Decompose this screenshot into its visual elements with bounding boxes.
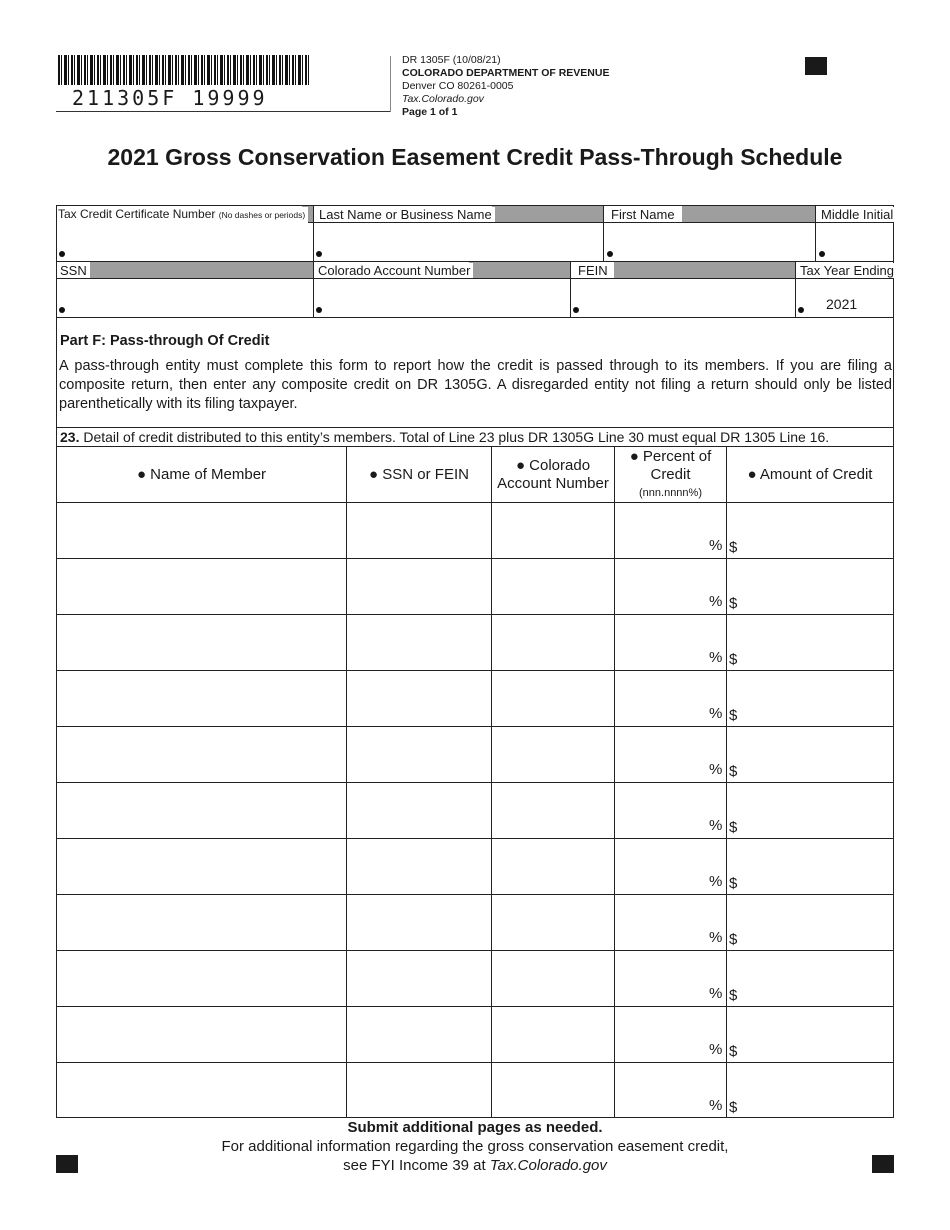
department-name: COLORADO DEPARTMENT OF REVENUE xyxy=(402,67,610,79)
dollar-symbol: $ xyxy=(729,763,738,780)
barcode-number: 211305F 19999 xyxy=(72,86,268,110)
member-name-input[interactable] xyxy=(57,783,346,837)
member-name-input[interactable] xyxy=(57,895,346,949)
submit-note: Submit additional pages as needed. xyxy=(347,1119,603,1136)
header-amount xyxy=(727,447,893,502)
required-dot xyxy=(316,307,322,313)
barcode-underline xyxy=(56,111,391,112)
percent-symbol: % xyxy=(709,929,723,946)
ssn-fein-input[interactable] xyxy=(347,671,491,725)
last-name-label: Last Name or Business Name xyxy=(316,207,495,222)
amount-of-credit-input[interactable] xyxy=(727,1007,893,1061)
cert-number-input[interactable] xyxy=(57,223,312,260)
amount-of-credit-input[interactable] xyxy=(727,559,893,613)
percent-symbol: % xyxy=(709,705,723,722)
tax-year-label: Tax Year Ending xyxy=(797,263,897,278)
ssn-fein-input[interactable] xyxy=(347,1007,491,1061)
member-name-input[interactable] xyxy=(57,839,346,893)
member-name-input[interactable] xyxy=(57,1063,346,1117)
first-name-input[interactable] xyxy=(604,223,814,260)
amount-of-credit-input[interactable] xyxy=(727,503,893,557)
required-dot xyxy=(573,307,579,313)
required-dot xyxy=(316,251,322,257)
co-account-number-input[interactable] xyxy=(492,671,614,725)
amount-of-credit-input[interactable] xyxy=(727,839,893,893)
form-title: 2021 Gross Conservation Easement Credit Pass-Through Schedule xyxy=(107,144,843,170)
ssn-fein-input[interactable] xyxy=(347,783,491,837)
co-account-number-input[interactable] xyxy=(492,951,614,1005)
co-account-number-input[interactable] xyxy=(492,783,614,837)
dollar-symbol: $ xyxy=(729,539,738,556)
ssn-fein-input[interactable] xyxy=(347,559,491,613)
header-name-of-member xyxy=(57,447,346,502)
info-line-1: For additional information regarding the gross conservation easement credit, xyxy=(221,1138,729,1155)
percent-symbol: % xyxy=(709,873,723,890)
amount-of-credit-input[interactable] xyxy=(727,951,893,1005)
header-percent-note: (nnn.nnnn%) xyxy=(639,486,702,499)
shade xyxy=(492,206,603,222)
header-divider xyxy=(390,56,391,112)
member-name-input[interactable] xyxy=(57,951,346,1005)
line-23-text xyxy=(60,429,829,445)
member-name-input[interactable] xyxy=(57,727,346,781)
registration-mark-top-right xyxy=(805,57,827,75)
dollar-symbol: $ xyxy=(729,819,738,836)
header-co-account xyxy=(492,447,614,502)
co-account-number-input[interactable] xyxy=(492,503,614,557)
line-23-description: Detail of credit distributed to this entity’s members. Total of Line 23 plus DR 1305G Line 30 must equal DR 1305 Line 16. xyxy=(83,429,830,445)
required-dot xyxy=(607,251,613,257)
last-name-input[interactable] xyxy=(314,223,602,260)
header-percent xyxy=(615,447,726,502)
barcode-image xyxy=(58,55,310,85)
required-dot xyxy=(59,307,65,313)
co-account-input[interactable] xyxy=(314,279,569,317)
header-percent-text-1: Percent of xyxy=(642,447,712,465)
co-account-number-input[interactable] xyxy=(492,559,614,613)
cert-number-note: (No dashes or periods) xyxy=(218,210,306,220)
required-dot xyxy=(59,251,65,257)
header-name-text: Name of Member xyxy=(150,465,267,483)
bullet-icon: ● xyxy=(629,447,639,465)
shade xyxy=(90,262,313,278)
percent-symbol: % xyxy=(709,537,723,554)
member-name-input[interactable] xyxy=(57,503,346,557)
dollar-symbol: $ xyxy=(729,1043,738,1060)
fein-label: FEIN xyxy=(575,263,611,278)
ssn-label: SSN xyxy=(57,263,90,278)
amount-of-credit-input[interactable] xyxy=(727,1063,893,1117)
shade xyxy=(469,262,571,278)
middle-initial-input[interactable] xyxy=(816,223,893,260)
amount-of-credit-input[interactable] xyxy=(727,671,893,725)
percent-symbol: % xyxy=(709,817,723,834)
percent-symbol: % xyxy=(709,985,723,1002)
ssn-fein-input[interactable] xyxy=(347,727,491,781)
section-left-border xyxy=(56,318,57,428)
required-dot xyxy=(798,307,804,313)
bullet-icon: ● xyxy=(515,456,525,474)
part-f-instructions: A pass-through entity must complete this form to report how the credit is passed through to its members. If you are filing a composite return, then enter any composite credit on DR 1305G. A disregarded entity not filing a return should only be listed parenthetically with its filing taxpayer. xyxy=(59,358,892,412)
header-percent-text-2: Credit xyxy=(650,465,691,483)
dollar-symbol: $ xyxy=(729,1099,738,1116)
co-account-number-input[interactable] xyxy=(492,615,614,669)
first-name-label: First Name xyxy=(608,207,678,222)
amount-of-credit-input[interactable] xyxy=(727,895,893,949)
ssn-fein-input[interactable] xyxy=(347,951,491,1005)
amount-of-credit-input[interactable] xyxy=(727,615,893,669)
percent-symbol: % xyxy=(709,761,723,778)
dollar-symbol: $ xyxy=(729,875,738,892)
section-right-border xyxy=(893,318,894,428)
ssn-fein-input[interactable] xyxy=(347,615,491,669)
header-ssn-fein xyxy=(347,447,491,502)
member-name-input[interactable] xyxy=(57,559,346,613)
shade xyxy=(614,262,795,278)
ssn-fein-input[interactable] xyxy=(347,503,491,557)
ssn-fein-input[interactable] xyxy=(347,1063,491,1117)
line-23-number: 23. xyxy=(60,429,80,445)
header-amount-text: Amount of Credit xyxy=(759,465,873,483)
dollar-symbol: $ xyxy=(729,707,738,724)
fein-input[interactable] xyxy=(571,279,794,317)
dollar-symbol: $ xyxy=(729,931,738,948)
cert-number-label-text: Tax Credit Certificate Number xyxy=(58,207,216,221)
required-dot xyxy=(819,251,825,257)
dollar-symbol: $ xyxy=(729,595,738,612)
co-account-number-input[interactable] xyxy=(492,839,614,893)
part-f-heading: Part F: Pass-through Of Credit xyxy=(60,333,270,349)
middle-initial-label: Middle Initial xyxy=(818,207,896,222)
bullet-icon: ● xyxy=(136,465,146,483)
co-account-number-input[interactable] xyxy=(492,727,614,781)
form-id: DR 1305F (10/08/21) xyxy=(402,54,501,66)
member-name-input[interactable] xyxy=(57,1007,346,1061)
header-ssn-text: SSN or FEIN xyxy=(382,465,469,483)
percent-symbol: % xyxy=(709,593,723,610)
co-account-number-input[interactable] xyxy=(492,1063,614,1117)
header-account-text-2: Account Number xyxy=(497,474,609,492)
department-website: Tax.Colorado.gov xyxy=(402,93,484,105)
percent-symbol: % xyxy=(709,649,723,666)
form-header xyxy=(402,54,609,119)
bullet-icon: ● xyxy=(747,465,757,483)
tax-year-value: 2021 xyxy=(826,296,858,312)
cert-number-label xyxy=(57,207,308,223)
dollar-symbol: $ xyxy=(729,651,738,668)
percent-symbol: % xyxy=(709,1097,723,1114)
co-account-number-input[interactable] xyxy=(492,895,614,949)
shade xyxy=(682,206,815,222)
header-account-text-1: Colorado xyxy=(529,456,591,474)
amount-of-credit-input[interactable] xyxy=(727,783,893,837)
ssn-fein-input[interactable] xyxy=(347,839,491,893)
row-divider xyxy=(56,261,894,262)
percent-symbol: % xyxy=(709,1041,723,1058)
page-number: Page 1 of 1 xyxy=(402,106,458,118)
member-name-input[interactable] xyxy=(57,615,346,669)
department-address: Denver CO 80261-0005 xyxy=(402,80,514,92)
info-link[interactable]: Tax.Colorado.gov xyxy=(489,1157,607,1174)
co-account-label: Colorado Account Number xyxy=(315,263,473,278)
ssn-input[interactable] xyxy=(57,279,312,317)
bullet-icon: ● xyxy=(369,465,379,483)
co-account-number-input[interactable] xyxy=(492,1007,614,1061)
member-name-input[interactable] xyxy=(57,671,346,725)
info-line-2 xyxy=(0,1156,950,1175)
amount-of-credit-input[interactable] xyxy=(727,727,893,781)
info-line-2-prefix: see FYI Income 39 at xyxy=(343,1157,490,1174)
dollar-symbol: $ xyxy=(729,987,738,1004)
ssn-fein-input[interactable] xyxy=(347,895,491,949)
